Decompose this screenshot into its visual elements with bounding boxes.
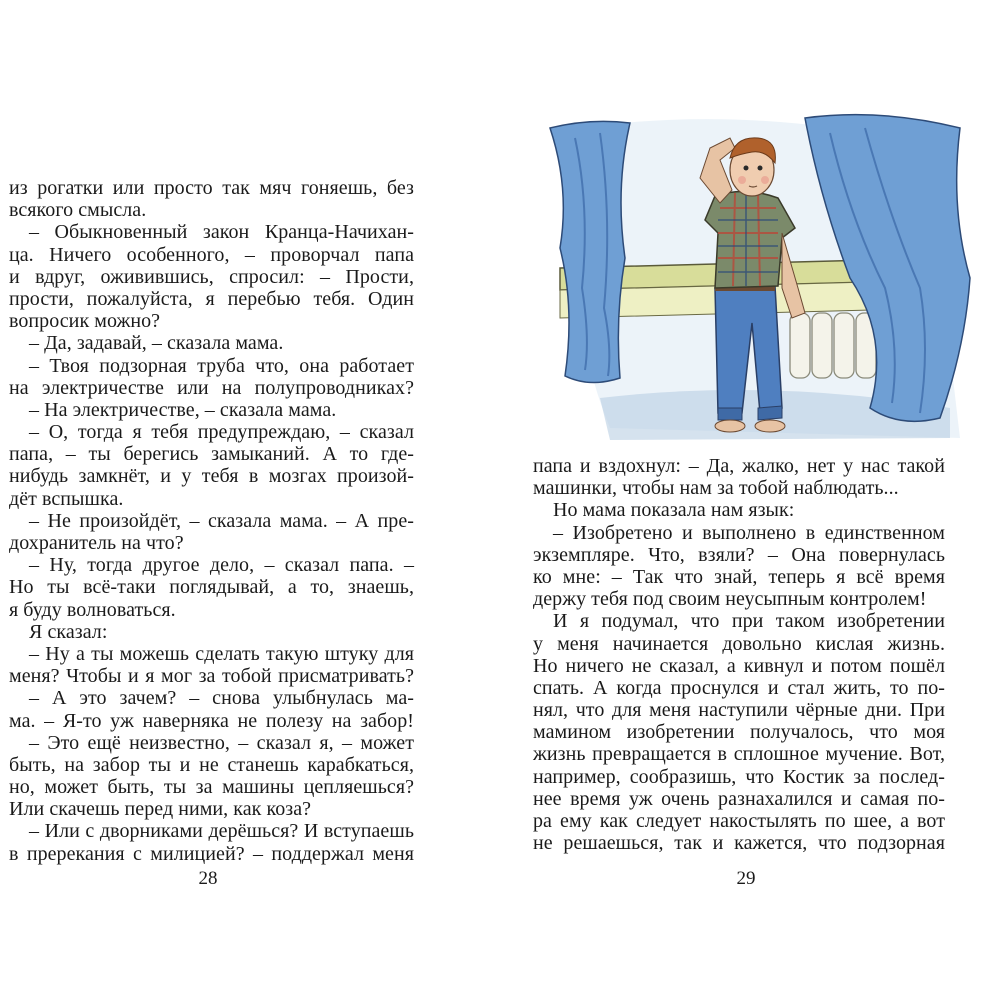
text-line: меня? Чтобы и я мог за тобой присматривать? xyxy=(9,665,414,688)
text-line: быть, на забор ты и не станешь карабкаться, xyxy=(9,753,414,776)
text-line: не решаешься, так и кажется, что подзорная xyxy=(533,832,945,855)
text-line: прости, пожалуйста, я перебью тебя. Один xyxy=(9,287,414,310)
text-line: Или скачешь перед ними, как коза? xyxy=(9,798,312,821)
text-line: – Обыкновенный закон Кранца-Начихан- xyxy=(29,221,414,244)
page-number: 28 xyxy=(198,868,218,889)
text-line: но, может быть, ты за машины цепляешься? xyxy=(9,776,414,799)
text-line: вопросик можно? xyxy=(9,310,161,333)
left-text-column xyxy=(9,177,414,865)
text-line: дохранитель на что? xyxy=(9,532,184,554)
text-line: из рогатки или просто так мяч гоняешь, без xyxy=(9,177,414,199)
text-line: Но ничего не сказал, а кивнул и потом пошёл xyxy=(533,654,945,677)
text-line: – О, тогда я тебя предупреждаю, – сказал xyxy=(29,421,414,444)
text-line: – Это ещё неизвестно, – сказал я, – может xyxy=(29,731,414,754)
text-line: держу тебя под своим неусыпным контролем! xyxy=(533,588,927,611)
text-line: Но ты всё-таки поглядывай, а то, знаешь, xyxy=(9,576,414,599)
text-line: жизнь превращается в сплошное мучение. Вот, xyxy=(533,743,945,766)
text-line: – Да, задавай, – сказала мама. xyxy=(29,332,284,355)
text-line: всякого смысла. xyxy=(9,199,147,222)
text-line: машинки, чтобы нам за тобой наблюдать... xyxy=(533,477,899,500)
text-line: – А это зачем? – снова улыбнулась ма- xyxy=(29,687,414,710)
text-line: – Ну, тогда другое дело, – сказал папа. – xyxy=(29,554,414,577)
text-line: ца. Ничего особенного, – проворчал папа xyxy=(9,243,414,266)
text-line: экземпляре. Что, взяли? – Она повернулась xyxy=(533,543,945,566)
text-line: нибудь замкнёт, и у тебя в мозгах произой- xyxy=(9,465,414,488)
text-line: Но мама показала нам язык: xyxy=(553,499,795,522)
text-line: ра ему как следует накостылять по шее, а вот xyxy=(533,810,945,832)
right-page xyxy=(500,0,1000,1000)
text-line: – Ну а ты можешь сделать такую штуку для xyxy=(29,642,414,665)
text-line: мамином изобретении получалось, что моя xyxy=(533,721,945,744)
text-line: – Твоя подзорная труба что, она работает xyxy=(29,354,414,377)
text-line: в пререкания с милицией? – поддержал меня xyxy=(9,842,414,865)
text-line: – Или с дворниками дерёшься? И вступаешь xyxy=(29,820,414,843)
text-line: Я сказал: xyxy=(29,620,108,643)
text-line: на электричестве или на полупроводниках? xyxy=(9,376,414,399)
text-line: дёт вспышка. xyxy=(9,487,124,510)
text-line: ко мне: – Так что знай, теперь я всё время xyxy=(533,565,945,588)
boy-at-window-illustration xyxy=(520,108,990,448)
text-line: – На электричестве, – сказала мама. xyxy=(29,398,337,421)
text-line: папа и вздохнул: – Да, жалко, нет у нас такой xyxy=(533,455,945,477)
text-line: нял, что для меня наступили чёрные дни. При xyxy=(533,699,945,722)
text-line: спать. А когда проснулся и стал жить, то по- xyxy=(533,676,945,699)
text-line: я буду волноваться. xyxy=(9,598,176,621)
right-text-column xyxy=(533,455,945,854)
page-number: 29 xyxy=(736,868,756,889)
text-line: ма. – Я-то уж наверняка не полезу на забор! xyxy=(9,709,414,732)
text-line: папа, – ты берегись замыканий. А то где- xyxy=(9,443,414,466)
text-line: у меня начинается довольно кислая жизнь. xyxy=(533,632,945,655)
text-line: и вдруг, оживившись, спросил: – Прости, xyxy=(9,265,414,288)
text-line: – Не произойдёт, – сказала мама. – А пре- xyxy=(29,509,414,532)
text-line: например, сообразишь, что Костик за послед- xyxy=(533,765,945,788)
text-line: И я подумал, что при таком изобретении xyxy=(553,610,945,633)
text-line: – Изобретено и выполнено в единственном xyxy=(553,521,945,544)
text-line: нее время уж очень разнахалился и самая по- xyxy=(533,787,945,810)
